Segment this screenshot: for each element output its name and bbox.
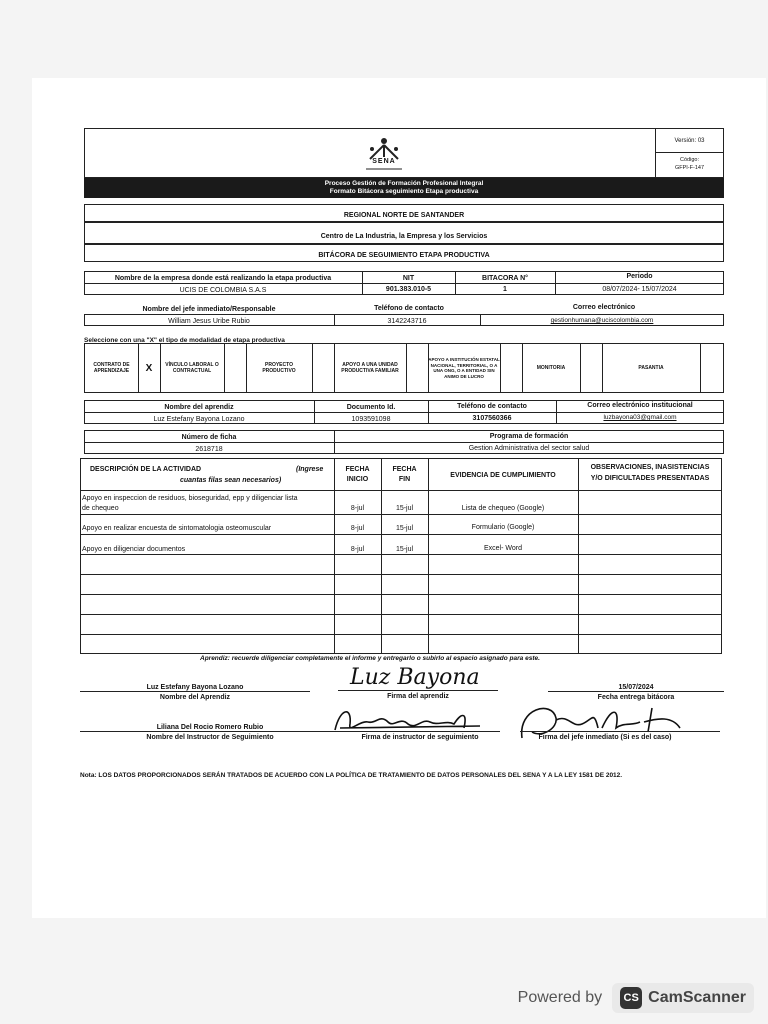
activity-1-desc-1: Apoyo en inspeccion de residuos, bioseguridad, epp y diligenciar lista bbox=[82, 495, 298, 502]
instructor-name-label: Nombre del Instructor de Seguimiento bbox=[146, 734, 274, 741]
nit-value: 901.383.010-5 bbox=[385, 286, 432, 293]
apprentice-email-label: Correo electrónico institucional bbox=[587, 402, 693, 409]
sena-logo-icon bbox=[360, 135, 408, 175]
activity-3-start: 8-jul bbox=[350, 546, 365, 553]
boss-name-label: Nombre del jefe inmediato/Responsable bbox=[142, 306, 276, 313]
camscanner-brand: CamScanner bbox=[648, 989, 746, 1006]
modality-prompt: Seleccione con una "X" el tipo de modalidad de etapa productiva bbox=[84, 337, 285, 344]
col-end-header-2: FIN bbox=[398, 476, 411, 483]
col-evidence-header: EVIDENCIA DE CUMPLIMIENTO bbox=[450, 472, 556, 479]
modality-vinculo: VÍNCULO LABORAL O CONTRACTUAL bbox=[165, 362, 219, 374]
sena-logo-text: SENA bbox=[372, 158, 396, 165]
activity-2-end: 15-jul bbox=[395, 525, 414, 532]
activity-1-desc-2: de chequeo bbox=[82, 505, 119, 512]
apprentice-name-sign-label: Nombre del Aprendiz bbox=[159, 694, 231, 701]
apprentice-phone-label: Teléfono de contacto bbox=[457, 403, 527, 410]
code-label: Código: bbox=[680, 157, 699, 163]
process-line-2: Formato Bitácora seguimiento Etapa productiva bbox=[329, 188, 479, 195]
activity-2-evidence: Formulario (Google) bbox=[471, 524, 535, 531]
apprentice-phone-value: 3107560366 bbox=[472, 415, 512, 422]
code-value: GFPI-F-147 bbox=[674, 165, 705, 171]
ficha-label: Número de ficha bbox=[181, 434, 237, 441]
apprentice-name-label: Nombre del aprendiz bbox=[164, 404, 234, 411]
col-desc-note-2: cuantas filas sean necesarios) bbox=[180, 477, 282, 484]
version-text: Versión: 03 bbox=[674, 138, 705, 144]
period-value: 08/07/2024- 15/07/2024 bbox=[602, 286, 677, 293]
boss-name-value: William Jesus Uribe Rubio bbox=[168, 318, 250, 325]
boss-phone-value: 3142243716 bbox=[387, 318, 427, 325]
activities-table bbox=[80, 458, 722, 654]
instructor-name: Liliana Del Rocio Romero Rubio bbox=[156, 724, 264, 731]
modality-institucion: APOYO A INSTITUCIÓN ESTATAL NACIONAL, TERRITORIAL, O A UNA ONG, O A ENTIDAD SIN ANIMO DE LUCRO bbox=[428, 357, 500, 379]
activity-3-end: 15-jul bbox=[395, 546, 414, 553]
process-bar bbox=[84, 178, 724, 198]
bitacora-number-value: 1 bbox=[503, 286, 507, 293]
activity-1-evidence: Lista de chequeo (Google) bbox=[461, 505, 545, 512]
camscanner-logo-icon: CS bbox=[620, 987, 642, 1009]
apprentice-email-value: luzbayona03@gmail.com bbox=[603, 414, 677, 421]
instructor-sig-label: Firma de instructor de seguimiento bbox=[361, 734, 479, 741]
reminder-text: Aprendiz: recuerde diligenciar completamente el informe y entregarlo o subirlo al espacio asignado para este. bbox=[200, 655, 540, 662]
company-name-value: UCIS DE COLOMBIA S.A.S bbox=[179, 287, 267, 294]
apprentice-sig-label: Firma del aprendiz bbox=[387, 693, 449, 700]
col-end-header-1: FECHA bbox=[392, 466, 417, 473]
boss-phone-label: Teléfono de contacto bbox=[374, 305, 444, 312]
activity-3-desc-1: Apoyo en diligenciar documentos bbox=[82, 546, 186, 553]
modality-contrato: CONTRATO DE APRENDIZAJE bbox=[93, 362, 130, 374]
modality-monitoria: MONITORIA bbox=[536, 365, 566, 371]
apprentice-name-sign: Luz Estefany Bayona Lozano bbox=[146, 684, 244, 691]
bitacora-number-label: BITACORA N° bbox=[482, 275, 528, 282]
period-label: Periodo bbox=[626, 273, 653, 280]
company-name-label: Nombre de la empresa donde está realizando la etapa productiva bbox=[114, 275, 332, 282]
powered-by-text: Powered by bbox=[517, 989, 603, 1006]
col-start-header-1: FECHA bbox=[345, 466, 370, 473]
camscanner-badge bbox=[612, 983, 754, 1013]
delivery-date-label: Fecha entrega bitácora bbox=[597, 694, 675, 701]
centro-title: Centro de La Industria, la Empresa y los Servicios bbox=[320, 233, 488, 240]
activity-3-evidence: Excel- Word bbox=[484, 545, 522, 552]
delivery-date-value: 15/07/2024 bbox=[618, 684, 654, 691]
process-line-1: Proceso Gestión de Formación Profesional Integral bbox=[324, 180, 484, 187]
camscanner-watermark bbox=[518, 982, 754, 1014]
apprentice-signature: Luz Bayona bbox=[350, 665, 480, 690]
modality-unidad-familiar: APOYO A UNA UNIDAD PRODUCTIVA FAMILIAR bbox=[341, 362, 399, 374]
col-obs-header-2: Y/O DIFICULTADES PRESENTADAS bbox=[590, 475, 710, 482]
col-desc-note-1: (Ingrese bbox=[296, 466, 324, 473]
boss-email-label: Correo electrónico bbox=[572, 304, 636, 311]
modality-mark-x: X bbox=[145, 362, 153, 374]
nit-label: NIT bbox=[402, 275, 415, 282]
program-label: Programa de formación bbox=[489, 433, 569, 440]
boss-email-value: gestionhumana@uciscolombia.com bbox=[550, 317, 654, 324]
modality-proyecto: PROYECTO PRODUCTIVO bbox=[262, 362, 296, 374]
col-obs-header-1: OBSERVACIONES, INASISTENCIAS bbox=[590, 464, 710, 471]
col-start-header-2: INICIO bbox=[346, 476, 369, 483]
bitacora-title: BITÁCORA DE SEGUIMIENTO ETAPA PRODUCTIVA bbox=[318, 252, 490, 259]
privacy-note: Nota: LOS DATOS PROPORCIONADOS SERÁN TRATADOS DE ACUERDO CON LA POLÍTICA DE TRATAMIENTO DE DATOS PERSONALES DEL SENA Y A LA LEY 1581 DE 2012. bbox=[80, 772, 623, 779]
ficha-value: 2618718 bbox=[195, 446, 223, 453]
activity-1-end: 15-jul bbox=[395, 505, 414, 512]
activity-2-start: 8-jul bbox=[350, 525, 365, 532]
activity-1-start: 8-jul bbox=[350, 505, 365, 512]
col-desc-header: DESCRIPCIÓN DE LA ACTIVIDAD bbox=[90, 466, 202, 473]
regional-title: REGIONAL NORTE DE SANTANDER bbox=[343, 212, 465, 219]
boss-sig-label: Firma del jefe inmediato (Si es del caso) bbox=[538, 734, 672, 741]
program-value: Gestion Administrativa del sector salud bbox=[468, 445, 590, 452]
modality-pasantia: PASANTIA bbox=[638, 365, 664, 371]
apprentice-doc-value: 1093591098 bbox=[351, 416, 391, 423]
apprentice-doc-label: Documento Id. bbox=[346, 404, 396, 411]
activity-2-desc-1: Apoyo en realizar encuesta de sintomatologia osteomuscular bbox=[82, 525, 272, 532]
apprentice-name-value: Luz Estefany Bayona Lozano bbox=[153, 416, 245, 423]
